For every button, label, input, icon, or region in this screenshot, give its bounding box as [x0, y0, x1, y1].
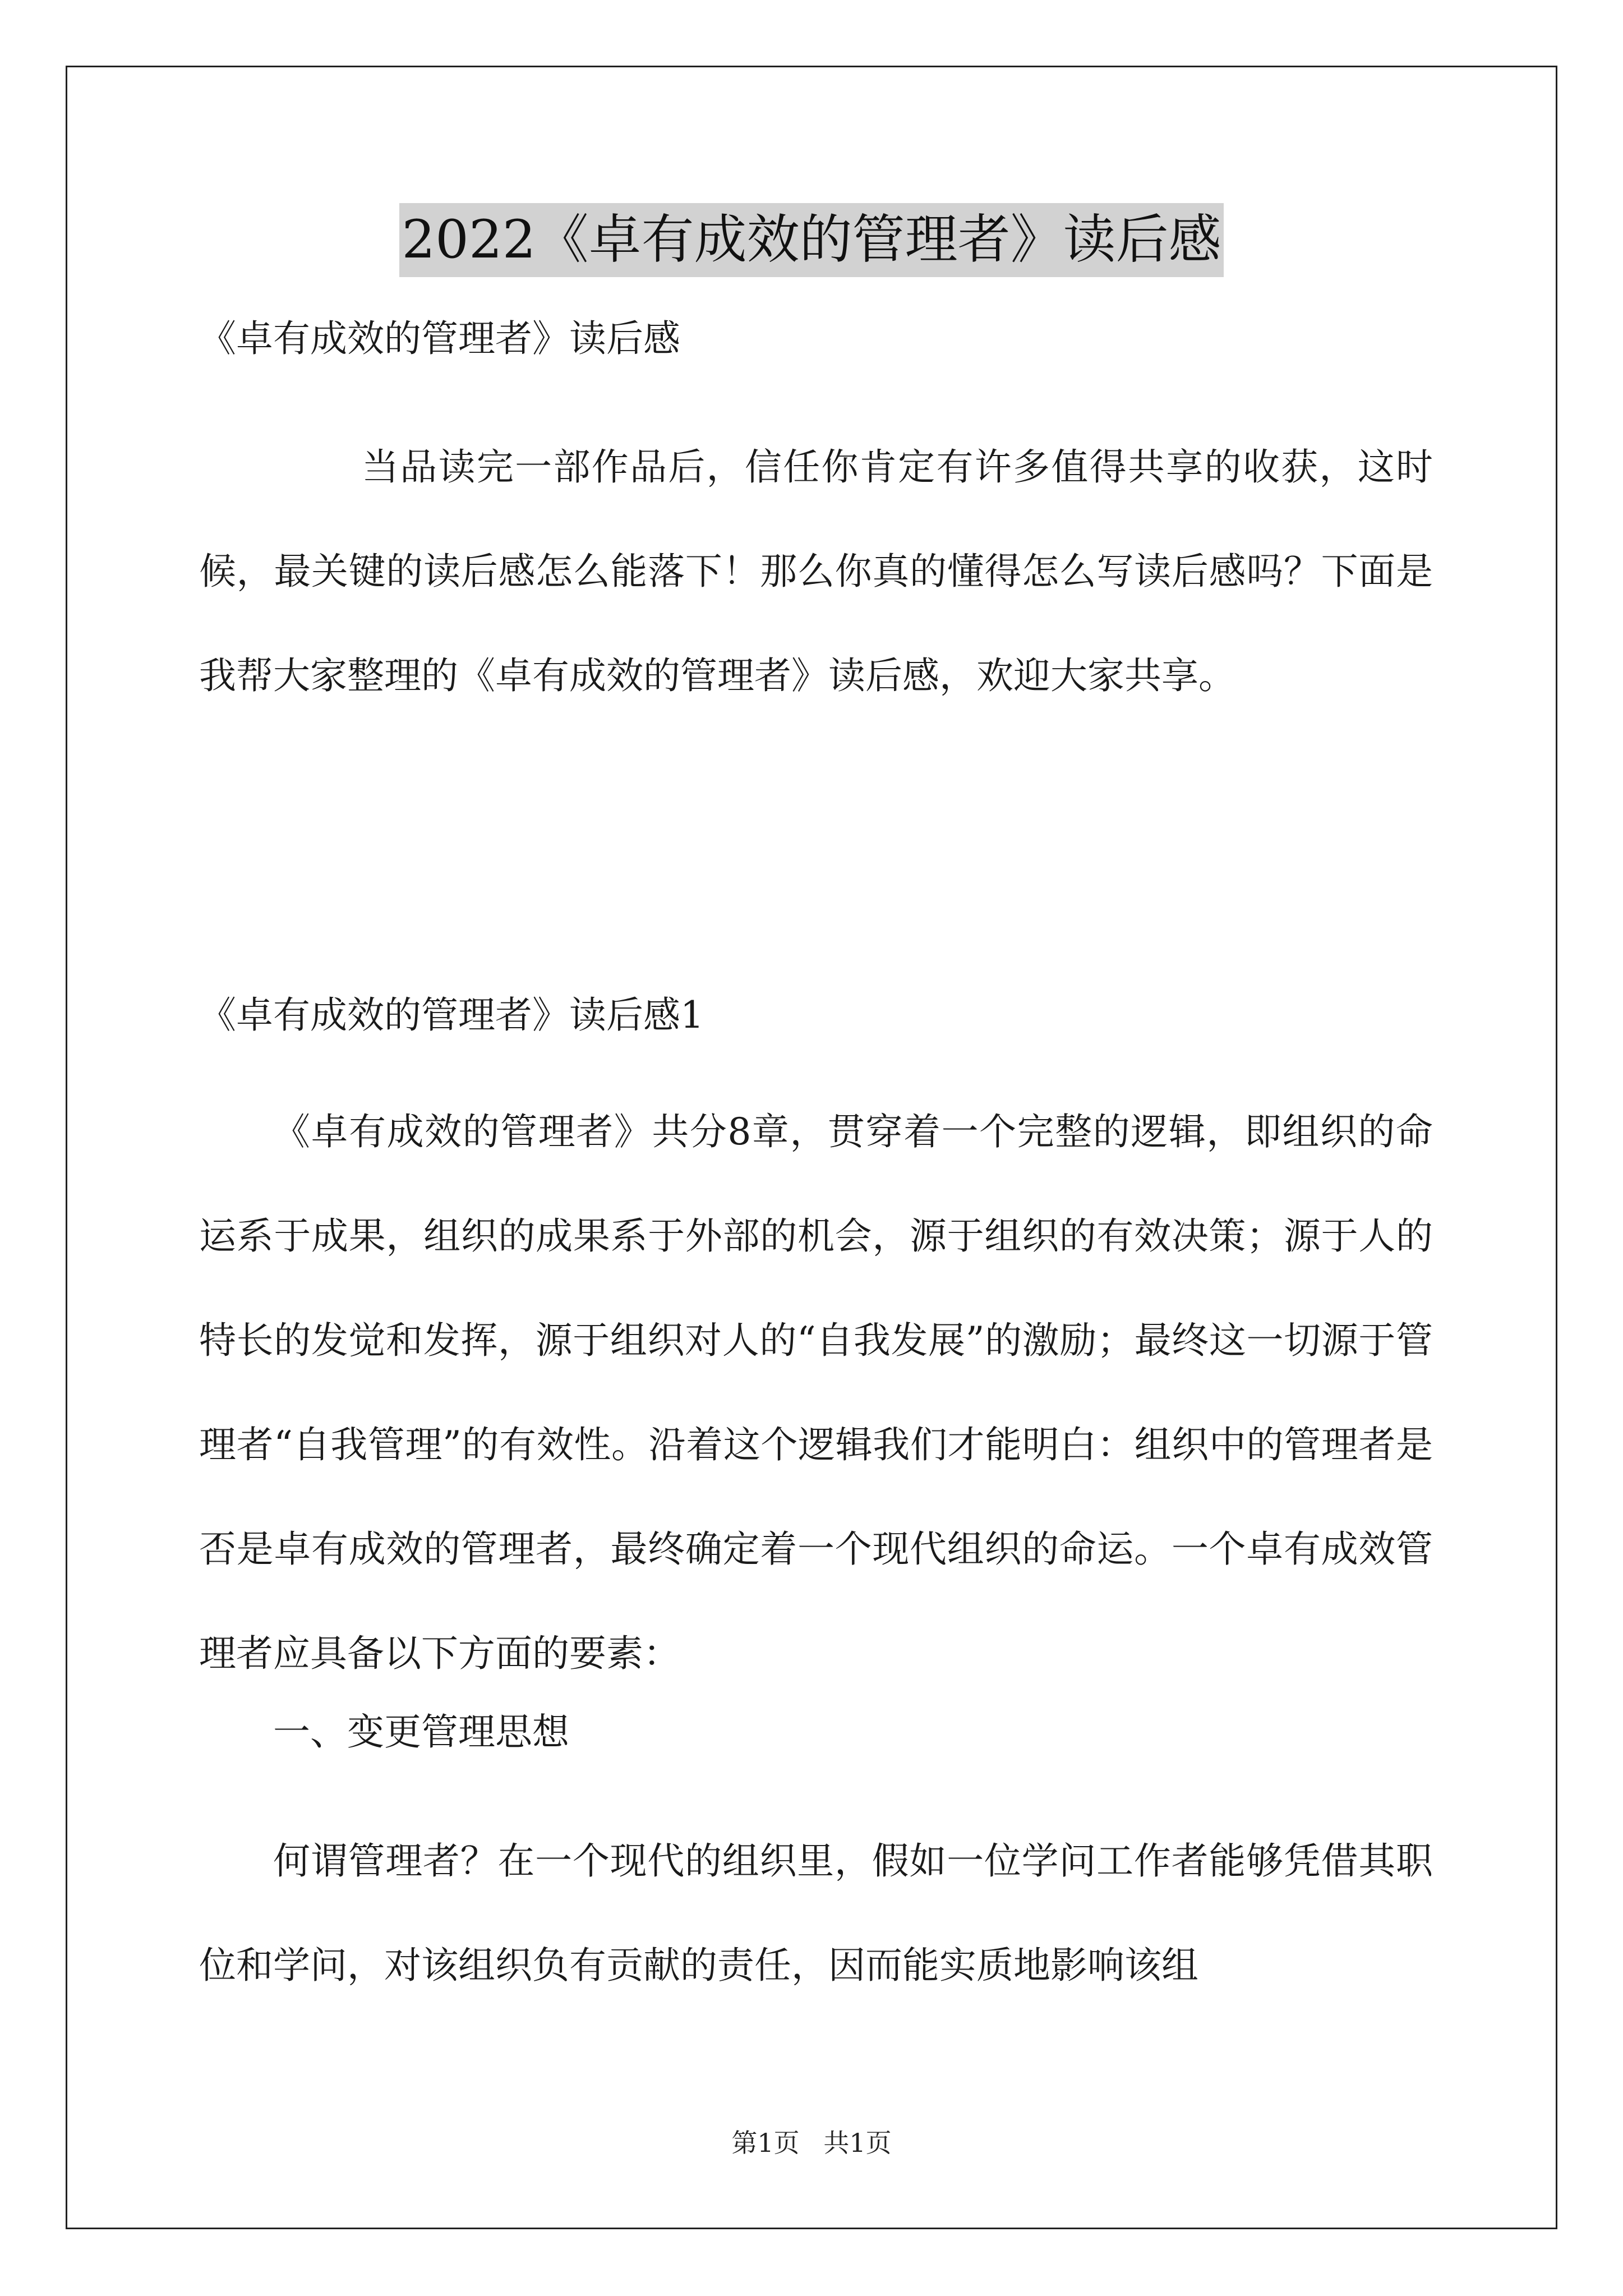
page-number: 第1页 [731, 2128, 800, 2158]
sub-heading: 一、变更管理思想 [273, 1710, 569, 1754]
lead-line: 《卓有成效的管理者》读后感 [199, 317, 680, 360]
page-footer [0, 2126, 1623, 2160]
main-paragraph: 《卓有成效的管理者》共分8章，贯穿着一个完整的逻辑，即组织的命运系于成果，组织的成果系于外部的机会，源于组织的有效决策；源于人的特长的发觉和发挥，源于组织对人的“自我发展”的激励；最终这一切源于管理者“自我管理”的有效性。沿着这个逻辑我们才能明白：组织中的管理者是否是卓有成效的管理者，最终确定着一个现代组织的命运。一个卓有成效管理者应具备以下方面的要素： [199, 1110, 1433, 1675]
document-title: 2022《卓有成效的管理者》读后感 [399, 203, 1223, 277]
page-total: 共1页 [823, 2128, 892, 2158]
section-heading: 《卓有成效的管理者》读后感1 [199, 993, 704, 1037]
next-paragraph: 何谓管理者？在一个现代的组织里，假如一位学问工作者能够凭借其职位和学问，对该组织负有贡献的责任，因而能实质地影响该组 [199, 1839, 1433, 1987]
title-container [0, 203, 1623, 277]
intro-paragraph: 当品读完一部作品后，信任你肯定有许多值得共享的收获，这时候，最关键的读后感怎么能落下！那么你真的懂得怎么写读后感吗？下面是我帮大家整理的《卓有成效的管理者》读后感，欢迎大家共享。 [199, 445, 1433, 697]
